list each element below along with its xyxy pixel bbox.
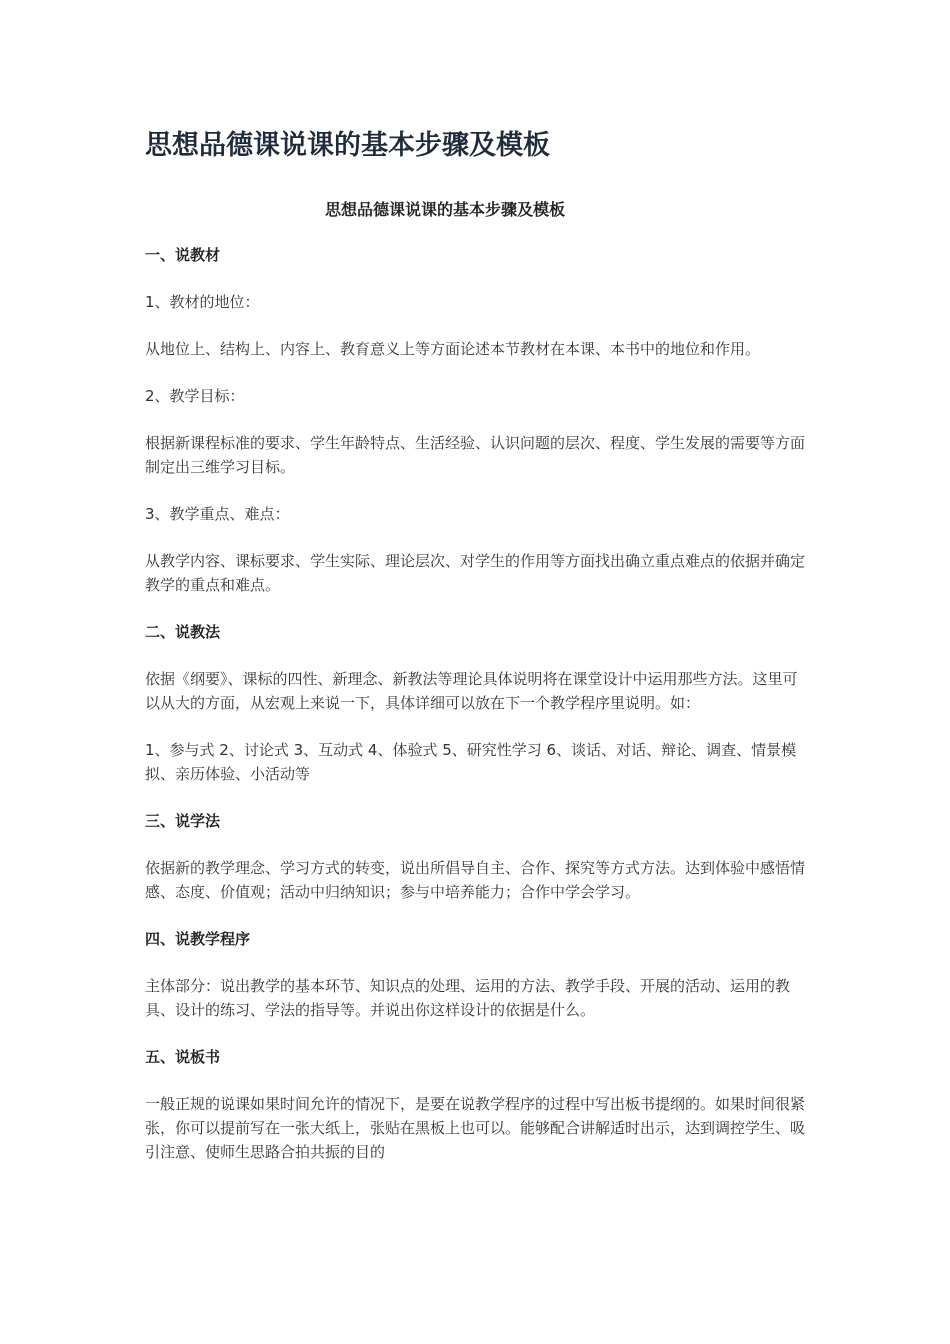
paragraph: 1、参与式 2、讨论式 3、互动式 4、体验式 5、研究性学习 6、谈话、对话、辩论、调查、情景模拟、亲历体验、小活动等 [145,741,797,783]
section-heading: 四、说教学程序 [145,930,251,948]
paragraph: 主体部分：说出教学的基本环节、知识点的处理、运用的方法、教学手段、开展的活动、运用的教具、设计的练习、学法的指导等。并说出你这样设计的依据是什么。 [145,977,791,1019]
paragraph: 2、教学目标： [145,387,245,405]
paragraph: 1、教材的地位： [145,293,260,311]
paragraph: 一般正规的说课如果时间允许的情况下，是要在说教学程序的过程中写出板书提纲的。如果时间很紧张，你可以提前写在一张大纸上，张贴在黑板上也可以。能够配合讲解适时出示，达到调控学生、吸引注意、使师生思路合拍共振的目的 [145,1095,806,1161]
paragraph: 依据《纲要》、课标的四性、新理念、新教法等理论具体说明将在课堂设计中运用那些方法。这里可以从大的方面，从宏观上来说一下，具体详细可以放在下一个教学程序里说明。如： [145,670,798,712]
section-heading: 五、说板书 [145,1048,221,1066]
paragraph: 3、教学重点、难点： [145,505,290,523]
paragraph: 从教学内容、课标要求、学生实际、理论层次、对学生的作用等方面找出确立重点难点的依据并确定教学的重点和难点。 [145,552,806,594]
document-body [145,243,810,1187]
paragraph: 从地位上、结构上、内容上、教育意义上等方面论述本节教材在本课、本书中的地位和作用。 [145,340,761,358]
paragraph: 根据新课程标准的要求、学生年龄特点、生活经验、认识问题的层次、程度、学生发展的需要等方面制定出三维学习目标。 [145,434,806,476]
section-heading: 二、说教法 [145,623,221,641]
paragraph: 依据新的教学理念、学习方式的转变，说出所倡导自主、合作、探究等方式方法。达到体验中感悟情感、态度、价值观；活动中归纳知识；参与中培养能力；合作中学会学习。 [145,859,806,901]
page-title: 思想品德课说课的基本步骤及模板 [145,130,550,161]
document-subtitle: 思想品德课说课的基本步骤及模板 [324,200,565,219]
section-heading: 一、说教材 [145,246,221,264]
section-heading: 三、说学法 [145,812,221,830]
